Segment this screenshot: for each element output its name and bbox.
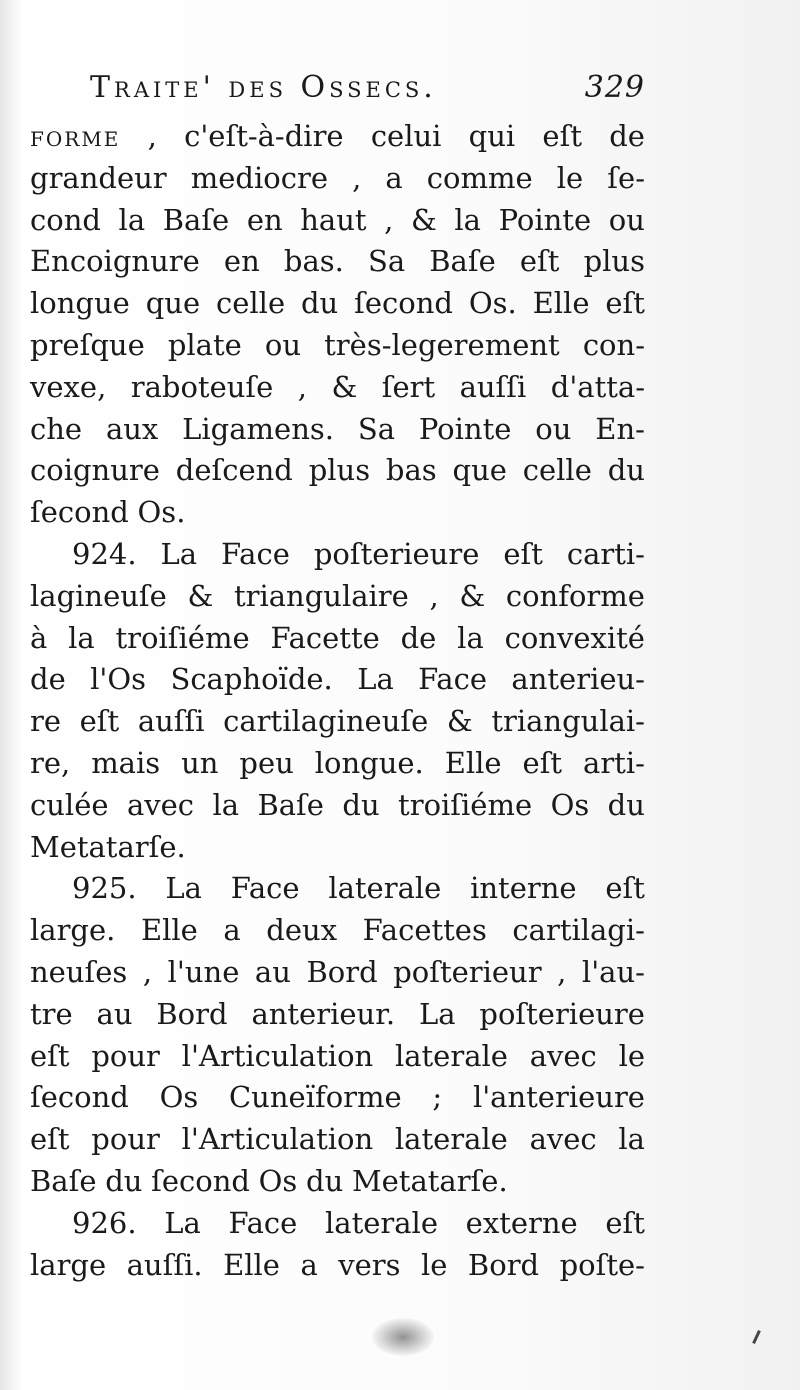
paper-mark xyxy=(752,1330,761,1344)
text-line: longue que celle du ſecond Os. Elle eſt xyxy=(30,286,645,321)
paragraph-start-line: 926. La Face laterale externe eſt xyxy=(72,1205,645,1240)
text-line: preſque plate ou très-legerement con- xyxy=(30,327,645,362)
text-line: eſt pour l'Articulation laterale avec la xyxy=(30,1122,645,1157)
text-line: lagineuſe & triangulaire , & conforme xyxy=(30,578,645,613)
text-line: Baſe du ſecond Os du Metatarſe. xyxy=(30,1163,508,1198)
text-line: coignure deſcend plus bas que celle du xyxy=(30,453,645,488)
text-line: cond la Baſe en haut , & la Pointe ou xyxy=(30,202,645,237)
text-line: large auſſi. Elle a vers le Bord poſte- xyxy=(30,1247,645,1282)
text-line: forme , c'eſt-à-dire celui qui eſt de xyxy=(30,119,645,153)
running-head-title: Traite' des Ossecs. xyxy=(90,70,437,105)
text-line: ſecond Os. xyxy=(30,495,186,530)
text-line: large. Elle a deux Facettes cartilagi- xyxy=(30,913,645,948)
text-line: culée avec la Baſe du troiſiéme Os du xyxy=(30,787,645,822)
ink-stain xyxy=(372,1318,434,1356)
text-line: vexe, raboteuſe , & ſert auſſi d'atta- xyxy=(30,369,645,404)
text-line: neuſes , l'une au Bord poſterieur , l'au- xyxy=(30,954,645,989)
page-number: 329 xyxy=(584,70,645,105)
text-line: re, mais un peu longue. Elle eſt arti- xyxy=(30,745,645,780)
text-line: eſt pour l'Articulation laterale avec le xyxy=(30,1038,645,1073)
paragraph-start-line: 924. La Face poſterieure eſt carti- xyxy=(72,536,645,571)
text-line: grandeur mediocre , a comme le ſe- xyxy=(30,160,645,195)
spine-shadow xyxy=(0,0,22,1390)
page-text xyxy=(30,70,645,1286)
text-line: tre au Bord anterieur. La poſterieure xyxy=(30,996,645,1031)
running-head xyxy=(30,70,645,116)
text-line: re eſt auſſi cartilagineuſe & triangulai- xyxy=(30,704,645,739)
text-line: à la troiſiéme Facette de la convexité xyxy=(30,620,645,655)
text-line: ſecond Os Cuneïforme ; l'anterieure xyxy=(30,1080,645,1115)
paragraph-start-line: 925. La Face laterale interne eſt xyxy=(72,871,645,906)
text-line: Metatarſe. xyxy=(30,829,186,864)
text-line: che aux Ligamens. Sa Pointe ou En- xyxy=(30,411,645,446)
text-line: de l'Os Scaphoïde. La Face anterieu- xyxy=(30,662,645,697)
body-text xyxy=(30,116,645,1286)
text-line: Encoignure en bas. Sa Baſe eſt plus xyxy=(30,244,645,279)
